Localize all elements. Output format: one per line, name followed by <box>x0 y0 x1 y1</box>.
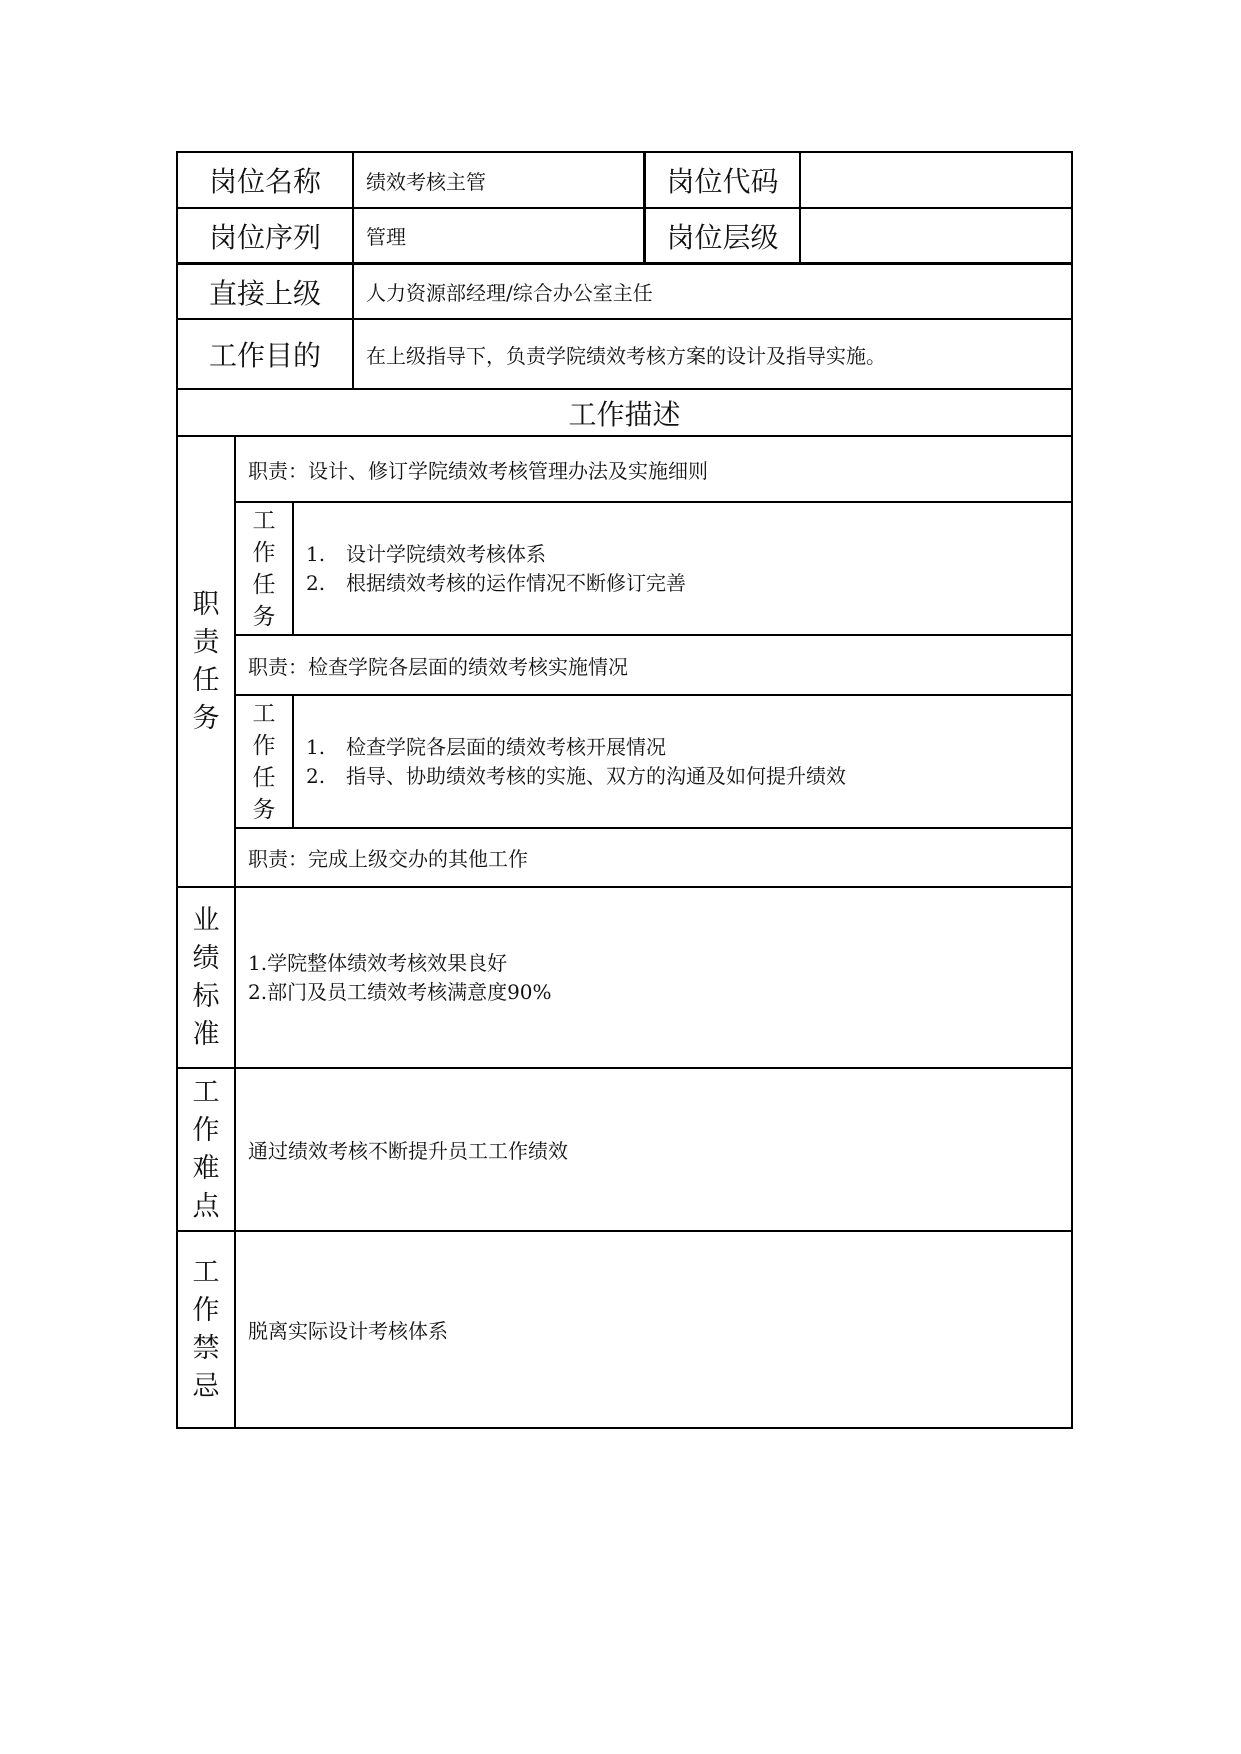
label-char: 务 <box>252 603 276 630</box>
performance-label <box>178 888 234 1067</box>
label-char: 业 <box>192 904 220 936</box>
performance-list <box>236 888 1071 1067</box>
table-border-right <box>1071 151 1073 1429</box>
post-code-label: 岗位代码 <box>666 165 779 198</box>
post-level-label: 岗位层级 <box>666 220 779 254</box>
table-border-bottom <box>176 1427 1073 1429</box>
section-title: 工作描述 <box>568 397 681 431</box>
duty-1: 职责：设计、修订学院绩效考核管理办法及实施细则 <box>248 458 708 483</box>
task-label-2 <box>236 696 292 827</box>
list-item: 2.部门及员工绩效考核满意度90% <box>248 979 552 1004</box>
purpose-value: 在上级指导下，负责学院绩效考核方案的设计及指导实施。 <box>366 343 886 368</box>
label-char: 工 <box>252 700 276 727</box>
task-list-2 <box>294 696 1071 827</box>
taboo-text: 脱离实际设计考核体系 <box>248 1319 448 1343</box>
list-item: 1.学院整体绩效考核效果良好 <box>248 950 508 975</box>
taboo-label <box>178 1232 234 1427</box>
task-list-1 <box>294 503 1071 634</box>
post-name-label: 岗位名称 <box>208 165 321 198</box>
post-series-label: 岗位序列 <box>208 220 321 254</box>
label-char: 务 <box>252 796 276 823</box>
label-char: 作 <box>252 732 276 759</box>
label-char: 工 <box>192 1256 220 1288</box>
post-level-value <box>801 209 1071 262</box>
superior-value: 人力资源部经理/综合办公室主任 <box>366 281 653 305</box>
label-char: 职 <box>192 588 220 620</box>
label-char: 作 <box>192 1114 220 1146</box>
list-item: 2. 指导、协助绩效考核的实施、双方的沟通及如何提升绩效 <box>306 763 846 788</box>
label-char: 准 <box>192 1018 220 1050</box>
label-char: 禁 <box>192 1332 220 1364</box>
label-char: 难 <box>192 1152 220 1184</box>
list-item: 1. 检查学院各层面的绩效考核开展情况 <box>306 734 666 759</box>
label-char: 绩 <box>192 942 220 974</box>
post-code-value <box>801 153 1071 207</box>
label-char: 责 <box>192 626 220 658</box>
label-char: 任 <box>192 664 220 696</box>
task-label-1 <box>236 503 292 634</box>
post-series-value: 管理 <box>366 225 406 249</box>
duties-side-label <box>178 437 234 886</box>
label-char: 任 <box>252 764 276 791</box>
label-char: 工 <box>252 507 276 534</box>
duty-3: 职责：完成上级交办的其他工作 <box>248 847 528 871</box>
difficulty-label <box>178 1069 234 1230</box>
purpose-label: 工作目的 <box>208 339 321 372</box>
list-item: 1. 设计学院绩效考核体系 <box>306 541 546 566</box>
label-char: 标 <box>192 980 220 1012</box>
post-name-value: 绩效考核主管 <box>366 169 486 194</box>
label-char: 工 <box>192 1076 220 1108</box>
label-char: 点 <box>192 1190 220 1222</box>
label-char: 忌 <box>192 1370 220 1402</box>
list-item: 2. 根据绩效考核的运作情况不断修订完善 <box>306 570 686 595</box>
difficulty-text: 通过绩效考核不断提升员工工作绩效 <box>248 1139 568 1163</box>
superior-label: 直接上级 <box>208 276 321 310</box>
duty-2: 职责：检查学院各层面的绩效考核实施情况 <box>248 654 628 679</box>
label-char: 务 <box>192 702 220 734</box>
label-char: 作 <box>252 539 276 566</box>
label-char: 任 <box>252 571 276 598</box>
label-char: 作 <box>192 1294 220 1326</box>
